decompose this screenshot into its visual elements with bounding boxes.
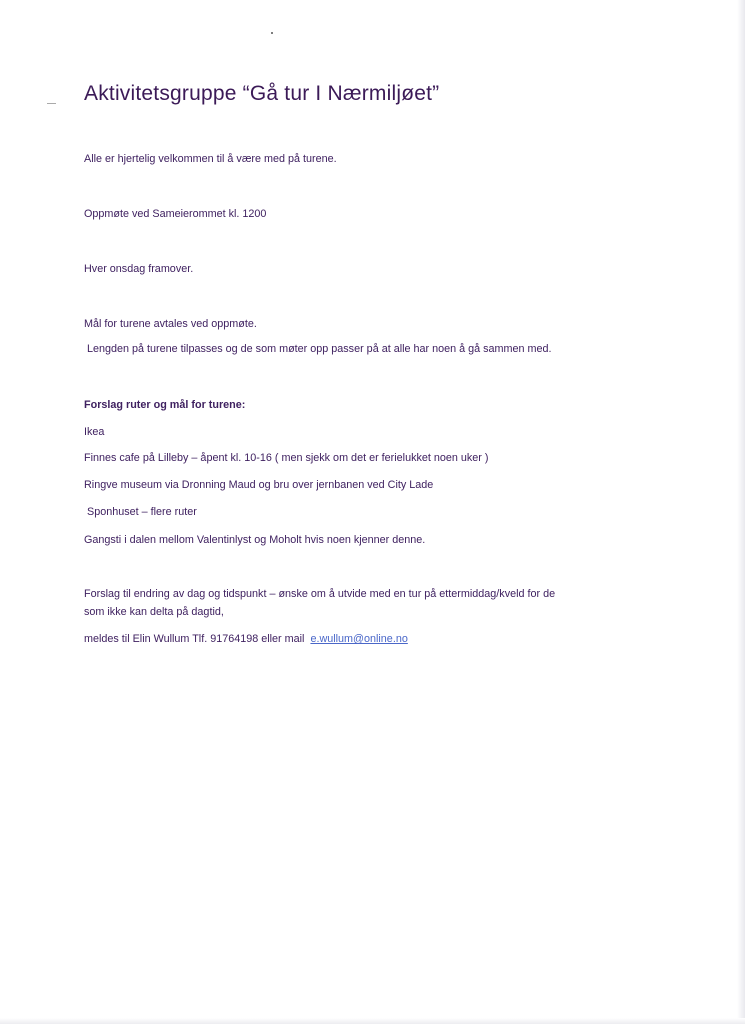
page-title: Aktivitetsgruppe “Gå tur I Nærmiljøet” <box>84 82 440 105</box>
goals-text: Lengden på turene tilpasses og de som møter opp passer på at alle har noen å gå sammen med. <box>87 343 552 355</box>
contact-text: meldes til Elin Wullum Tlf. 91764198 eller mail <box>84 633 305 645</box>
scan-mark <box>47 103 56 104</box>
meeting-text: Oppmøte ved Sameierommet kl. 1200 <box>84 208 267 220</box>
email-link[interactable]: e.wullum@online.no <box>310 633 408 645</box>
contact-line <box>84 632 408 646</box>
schedule-text: Hver onsdag framover. <box>84 263 194 275</box>
route-item: Finnes cafe på Lilleby – åpent kl. 10-16 ( men sjekk om det er ferielukket noen uker ) <box>84 452 489 464</box>
change-text: Forslag til endring av dag og tidspunkt – ønske om å utvide med en tur på ettermiddag/kveld for de <box>84 588 556 600</box>
route-item: Sponhuset – flere ruter <box>87 506 197 518</box>
scan-speck <box>271 32 273 34</box>
welcome-text: Alle er hjertelig velkommen til å være med på turene. <box>84 153 337 165</box>
change-text: som ikke kan delta på dagtid, <box>84 606 224 618</box>
route-item: Gangsti i dalen mellom Valentinlyst og Moholt hvis noen kjenner denne. <box>84 534 426 546</box>
routes-heading: Forslag ruter og mål for turene: <box>84 399 246 411</box>
scan-edge <box>737 0 745 1024</box>
route-item: Ringve museum via Dronning Maud og bru over jernbanen ved City Lade <box>84 479 434 491</box>
goals-text: Mål for turene avtales ved oppmøte. <box>84 318 257 330</box>
scan-edge <box>0 1018 745 1024</box>
route-item: Ikea <box>84 426 105 438</box>
